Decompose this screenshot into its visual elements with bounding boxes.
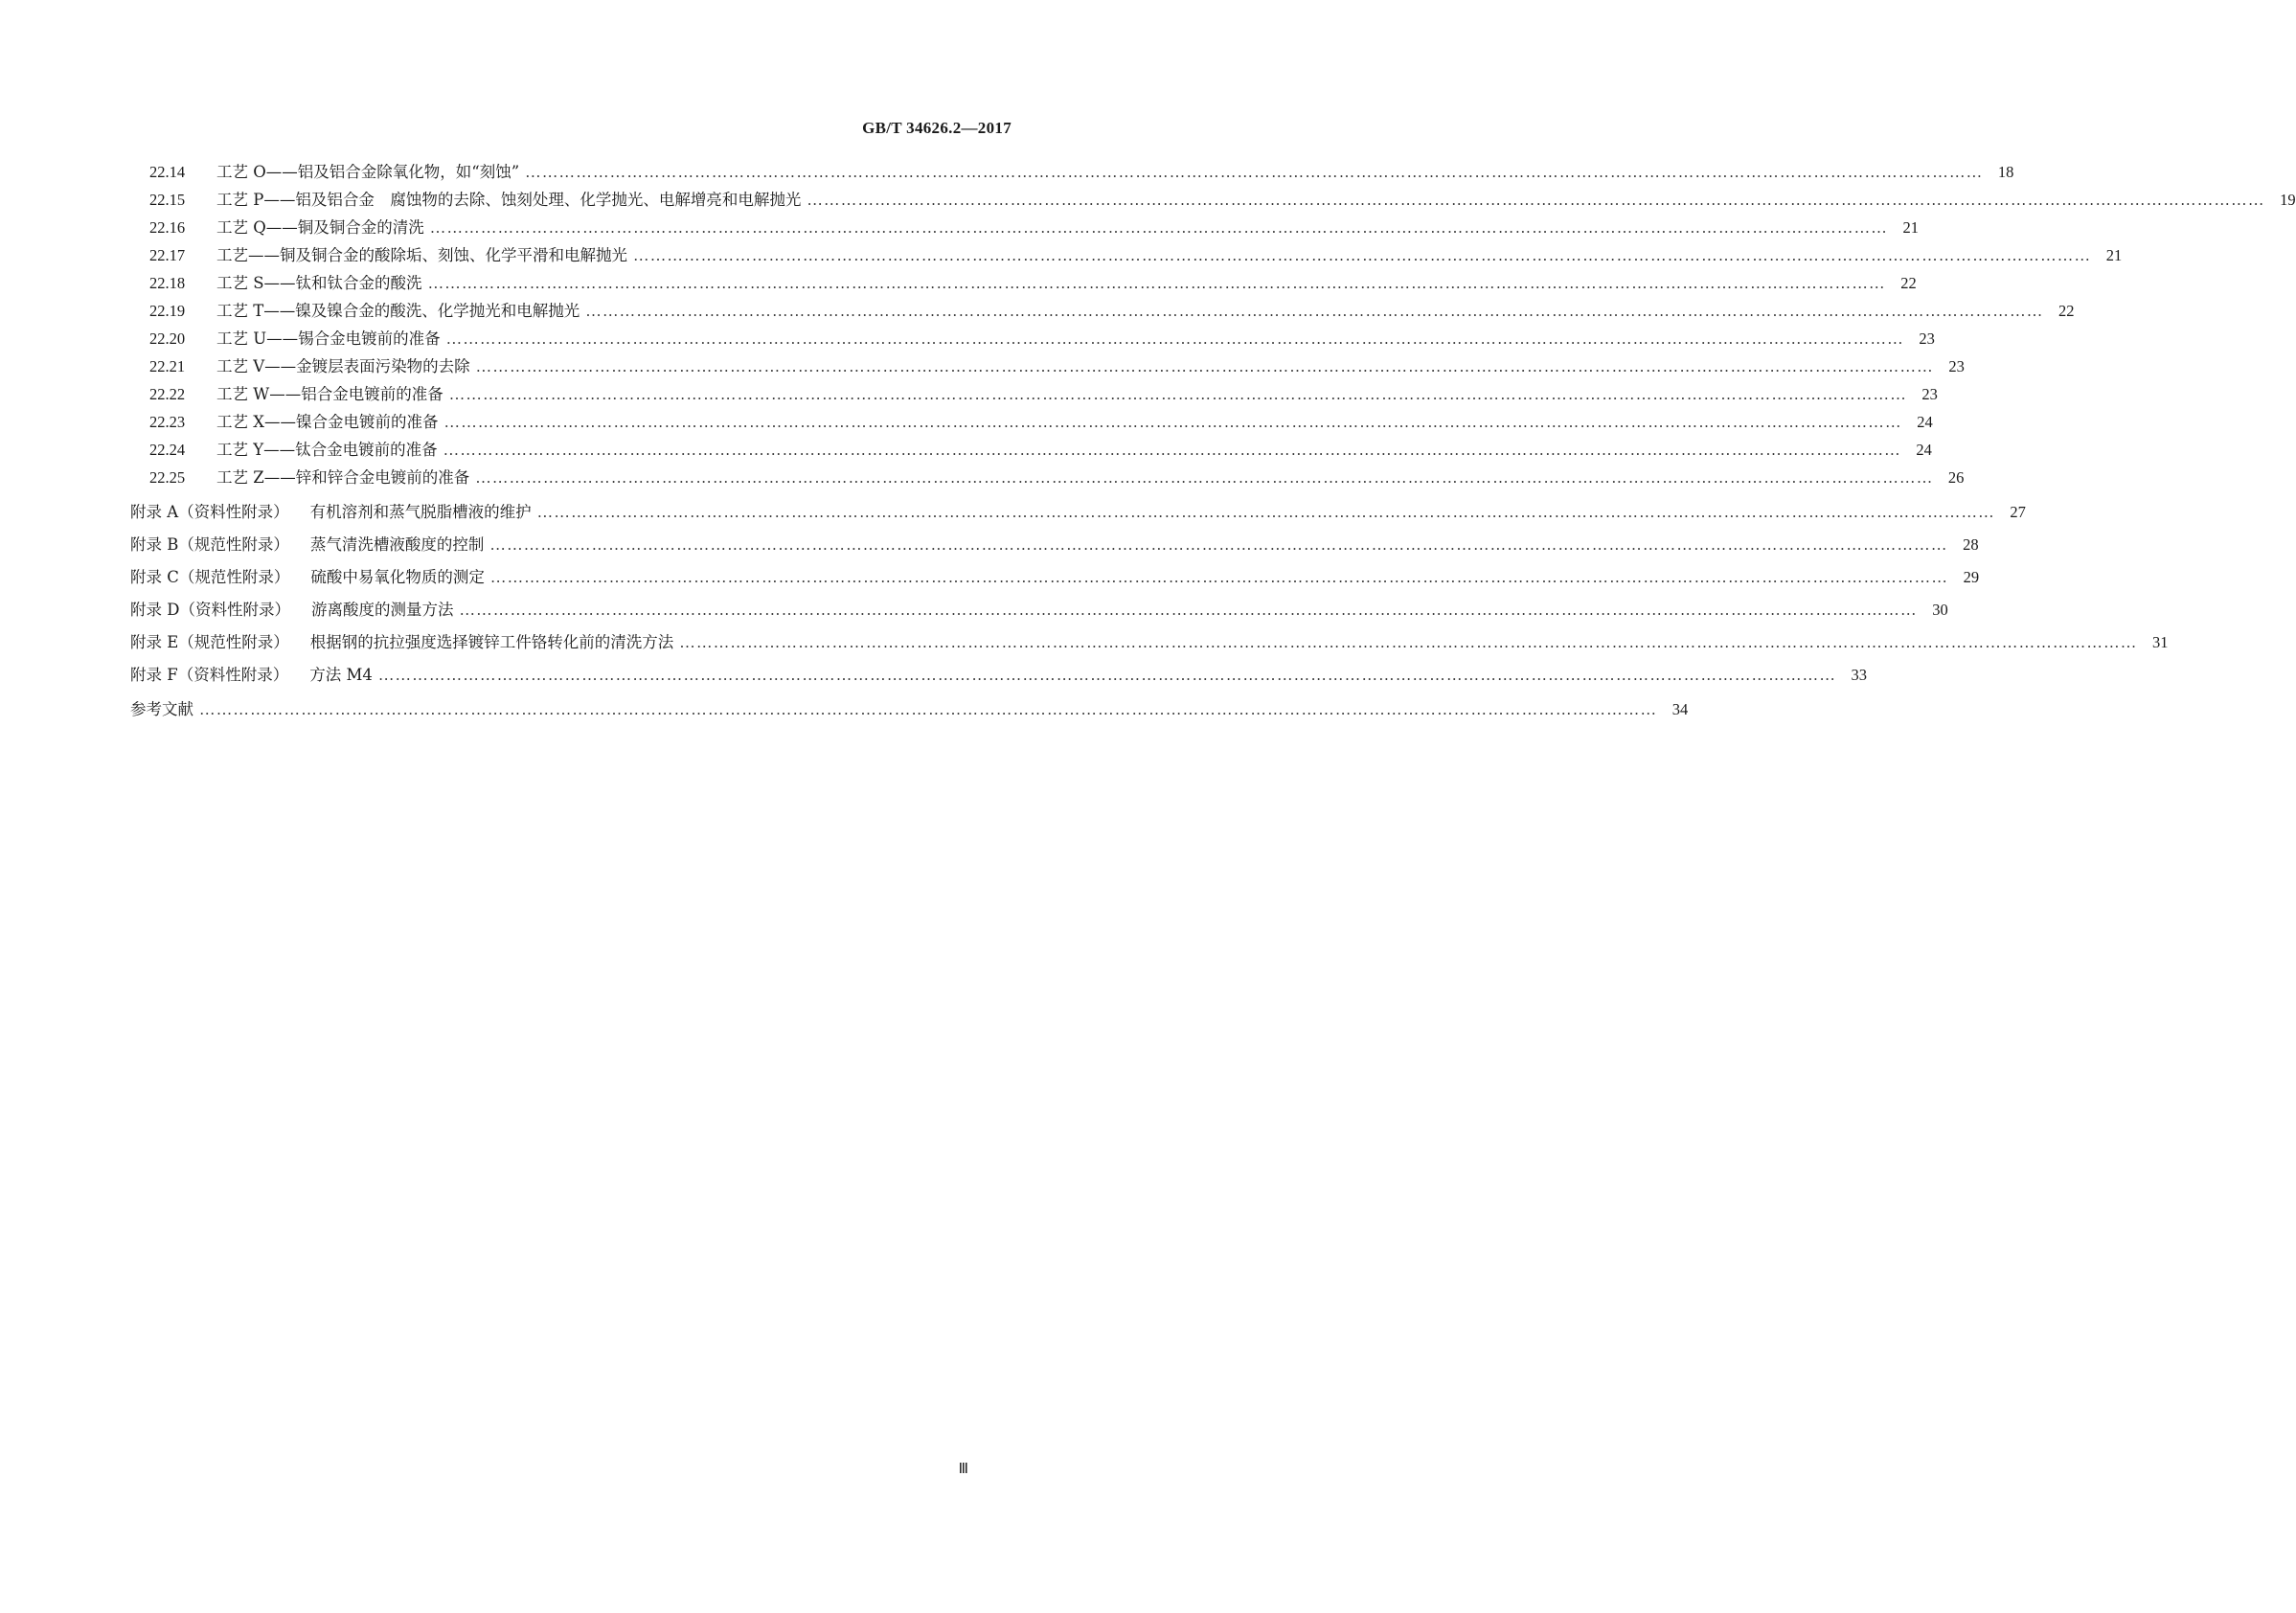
toc-entry-22-15[interactable]	[130, 188, 2296, 213]
toc-entry-title: 工艺 Y——钛合金电镀前的准备	[216, 441, 438, 459]
dot-leader	[489, 533, 1947, 557]
page-number: Ⅲ	[958, 1462, 968, 1477]
toc-entry-title: 工艺 U——锡合金电镀前的准备	[216, 329, 441, 348]
dot-leader	[807, 188, 2264, 213]
toc-appendix-title: 游离酸度的测量方法	[310, 601, 454, 619]
toc-appendix-label: 附录 A（资料性附录）	[130, 503, 289, 521]
toc-entry-title: 工艺 V——金镀层表面污染物的去除	[216, 357, 470, 375]
toc-appendix-title: 有机溶剂和蒸气脱脂槽液的维护	[309, 503, 532, 521]
toc-appendix-label: 附录 C（规范性附录）	[130, 568, 290, 586]
toc-entry-number: 22.24	[149, 441, 186, 459]
dot-leader	[585, 299, 2043, 324]
toc-entry-page: 19	[2280, 191, 2296, 209]
toc-entry-page: 21	[1902, 218, 1919, 237]
dot-leader	[476, 354, 1934, 379]
dot-leader	[430, 216, 1888, 240]
toc-entry-22-25[interactable]	[130, 466, 1965, 490]
toc-entry-title: 工艺 X——镍合金电镀前的准备	[216, 413, 439, 431]
toc-appendix-e[interactable]	[130, 630, 2169, 655]
dot-leader	[633, 243, 2091, 268]
toc-entry-22-20[interactable]	[130, 327, 1935, 352]
toc-entry-page: 26	[1947, 468, 1965, 487]
toc-entry-number: 22.16	[149, 218, 186, 237]
toc-appendix-d[interactable]	[130, 598, 1948, 623]
dot-leader	[378, 663, 1836, 688]
toc-entry-22-21[interactable]	[130, 354, 1965, 379]
toc-appendix-a[interactable]	[130, 500, 2026, 525]
toc-entry-page: 34	[1671, 700, 1689, 718]
toc-entry-number: 22.23	[149, 413, 186, 431]
toc-appendix-title: 蒸气清洗槽液酸度的控制	[309, 535, 485, 554]
toc-entry-page: 33	[1851, 666, 1868, 684]
toc-entry-number: 22.18	[149, 274, 186, 292]
toc-entry-title: 工艺 P——铝及铝合金 腐蚀物的去除、蚀刻处理、化学抛光、电解增亮和电解抛光	[216, 191, 802, 209]
toc-appendix-title: 方法 M4	[309, 666, 373, 684]
toc-entry-number: 22.17	[149, 246, 186, 264]
toc-appendix-title: 根据钢的抗拉强度选择镀锌工件铬转化前的清洗方法	[309, 633, 674, 651]
toc-appendix-label: 附录 B（规范性附录）	[130, 535, 289, 554]
toc-entry-number: 22.19	[149, 302, 186, 320]
toc-entry-number: 22.21	[149, 357, 186, 375]
toc-appendix-b[interactable]	[130, 533, 1979, 557]
toc-entry-22-22[interactable]	[130, 382, 1938, 407]
toc-entry-title: 工艺 W——铝合金电镀前的准备	[216, 385, 443, 403]
toc-references[interactable]	[130, 697, 1689, 722]
toc-entry-title: 工艺 S——钛和钛合金的酸洗	[216, 274, 422, 292]
toc-entry-page: 21	[2105, 246, 2123, 264]
toc-entry-title: 工艺 O——铝及铝合金除氧化物，如“刻蚀”	[216, 163, 520, 181]
dot-leader	[537, 500, 1995, 525]
toc-entry-page: 18	[1997, 163, 2014, 181]
toc-entry-page: 30	[1932, 601, 1948, 619]
dot-leader	[525, 160, 1983, 185]
toc-entry-page: 31	[2152, 633, 2169, 651]
toc-entry-22-24[interactable]	[130, 438, 1932, 463]
toc-entry-title: 工艺——铜及铜合金的酸除垢、刻蚀、化学平滑和电解抛光	[216, 246, 627, 264]
toc-entry-title: 工艺 Q——铜及铜合金的清洗	[216, 218, 424, 237]
toc-entry-22-19[interactable]	[130, 299, 2075, 324]
toc-appendix-label: 附录 F（资料性附录）	[130, 666, 289, 684]
dot-leader	[199, 697, 1657, 722]
dot-leader	[679, 630, 2137, 655]
toc-entry-page: 27	[2010, 503, 2026, 521]
dot-leader	[428, 271, 1886, 296]
dot-leader	[443, 438, 1901, 463]
toc-appendix-title: 硫酸中易氧化物质的测定	[310, 568, 485, 586]
toc-entry-page: 24	[1916, 441, 1932, 459]
dot-leader	[490, 565, 1948, 590]
toc-entry-page: 29	[1963, 568, 1980, 586]
dot-leader	[446, 327, 1904, 352]
toc-entry-page: 23	[1948, 357, 1965, 375]
toc-entry-22-23[interactable]	[130, 410, 1933, 435]
toc-entry-22-14[interactable]	[130, 160, 2014, 185]
toc-entry-number: 22.25	[149, 468, 186, 487]
dot-leader	[475, 466, 1933, 490]
toc-appendix-label: 附录 D（资料性附录）	[130, 601, 290, 619]
toc-references-title: 参考文献	[130, 700, 193, 718]
toc-entry-number: 22.22	[149, 385, 186, 403]
dot-leader	[449, 382, 1907, 407]
toc-entry-page: 24	[1917, 413, 1933, 431]
dot-leader	[444, 410, 1902, 435]
toc-entry-number: 22.14	[149, 163, 186, 181]
toc-appendix-f[interactable]	[130, 663, 1868, 688]
toc-appendix-c[interactable]	[130, 565, 1980, 590]
toc-entry-page: 23	[1921, 385, 1938, 403]
standard-number: GB/T 34626.2—2017	[862, 119, 1012, 137]
toc-entry-number: 22.20	[149, 329, 186, 348]
toc-entry-page: 22	[2057, 302, 2075, 320]
toc-entry-title: 工艺 T——镍及镍合金的酸洗、化学抛光和电解抛光	[216, 302, 580, 320]
toc-entry-page: 28	[1963, 535, 1979, 554]
toc-entry-title: 工艺 Z——锌和锌合金电镀前的准备	[216, 468, 470, 487]
toc-entry-number: 22.15	[149, 191, 186, 209]
toc-entry-22-17[interactable]	[130, 243, 2123, 268]
toc-entry-page: 23	[1919, 329, 1935, 348]
toc-entry-22-16[interactable]	[130, 216, 1919, 240]
dot-leader	[459, 598, 1917, 623]
toc-appendix-label: 附录 E（规范性附录）	[130, 633, 289, 651]
toc-entry-22-18[interactable]	[130, 271, 1917, 296]
toc-entry-page: 22	[1900, 274, 1917, 292]
